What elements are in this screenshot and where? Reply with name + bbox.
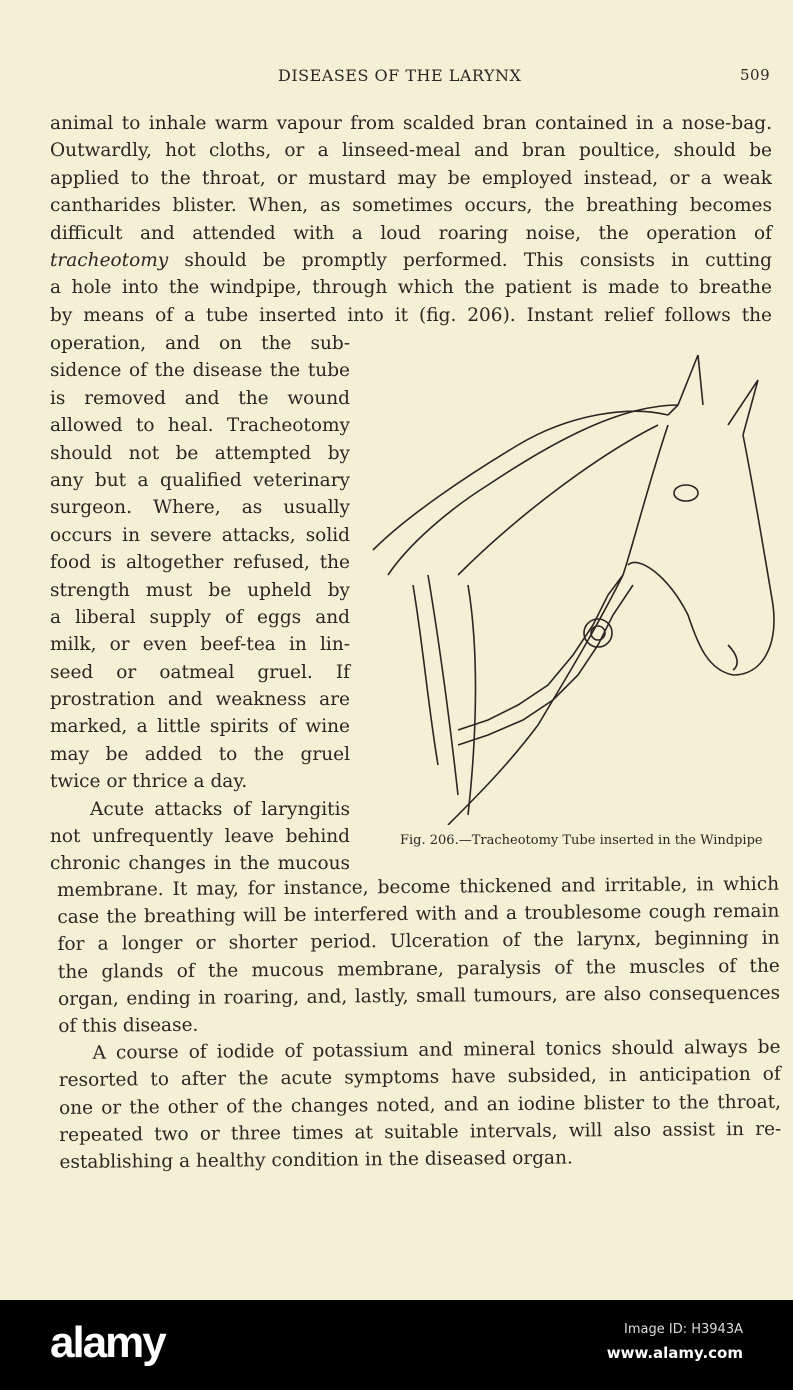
horse-head-illustration (368, 345, 778, 825)
page-number: 509 (740, 66, 771, 84)
text-line: occurs in severe attacks, solid (50, 524, 350, 546)
text-line: organ, ending in roaring, and, lastly, small tumours, are also consequences (57, 982, 781, 1010)
text-line: twice or thrice a day. (50, 771, 248, 793)
paragraph-left-column (50, 330, 350, 878)
text-line: allowed to heal. Tracheotomy (50, 415, 350, 437)
text-line: case the breathing will be interfered with and a troublesome cough remain (57, 900, 780, 929)
figure-caption: Fig. 206.—Tracheotomy Tube inserted in the Windpipe (400, 833, 763, 848)
text-line: prostration and weakness are (50, 689, 350, 711)
text-line: animal to inhale warm vapour from scalded bran contained in a nose-bag. (50, 113, 772, 134)
text-line: marked, a little spirits of wine (50, 716, 350, 738)
text-line: a hole into the windpipe, through which the patient is made to breathe (50, 277, 772, 299)
text-line: of this disease. (58, 1014, 199, 1037)
text-line: repeated two or three times at suitable intervals, will also assist in re- (59, 1118, 782, 1146)
text-line: applied to the throat, or mustard may be employed instead, or a weak (50, 167, 772, 189)
text-line: food is altogether refused, the (50, 552, 350, 574)
text-line: Acute attacks of laryngitis (90, 798, 350, 820)
text-line: any but a qualified veterinary (50, 469, 350, 491)
alamy-logo: alamy (50, 1318, 165, 1367)
text-line: difficult and attended with a loud roaring noise, the operation of (50, 222, 772, 244)
text-line: chronic changes in the mucous (50, 853, 350, 875)
text-line: the glands of the mucous membrane, paralysis of the muscles of the (57, 955, 780, 983)
paragraph-top (50, 110, 772, 329)
paragraph-bottom (57, 871, 782, 1176)
text-line: sidence of the disease the tube (50, 360, 350, 382)
image-id: Image ID: H3943A (624, 1322, 743, 1337)
text-line: strength must be upheld by (50, 579, 350, 601)
watermark-footer (0, 1300, 793, 1390)
website-link[interactable]: www.alamy.com (606, 1344, 743, 1362)
text-line: tracheotomy should be promptly performed. This consists in cutting (50, 249, 772, 271)
text-line: by means of a tube inserted into it (fig. 206). Instant relief follows the (50, 304, 772, 326)
text-line: cantharides blister. When, as sometimes occurs, the breathing becomes (50, 195, 772, 217)
text-line: surgeon. Where, as usually (50, 497, 350, 519)
text-line: membrane. It may, for instance, become thickened and irritable, in which (57, 873, 780, 901)
text-line: is removed and the wound (50, 387, 350, 409)
text-line: Outwardly, hot cloths, or a linseed-meal and bran poultice, should be (50, 140, 772, 162)
text-line: establishing a healthy condition in the diseased organ. (59, 1147, 573, 1173)
running-header: DISEASES OF THE LARYNX (278, 66, 522, 85)
text-line: should not be attempted by (50, 442, 350, 464)
text-line: A course of iodide of potassium and mineral tonics should always be (92, 1036, 781, 1064)
text-line: resorted to after the acute symptoms have subsided, in anticipation of (58, 1064, 781, 1092)
text-line: for a longer or shorter period. Ulceration of the larynx, beginning in (57, 928, 780, 956)
text-line: a liberal supply of eggs and (50, 606, 350, 628)
text-line: may be added to the gruel (50, 743, 350, 765)
text-line: one or the other of the changes noted, and an iodine blister to the throat, (58, 1091, 782, 1119)
text-line: operation, and on the sub- (50, 333, 350, 354)
text-line: milk, or even beef-tea in lin- (50, 634, 350, 656)
text-line: not unfrequently leave behind (50, 826, 350, 848)
text-line: seed or oatmeal gruel. If (50, 661, 350, 683)
